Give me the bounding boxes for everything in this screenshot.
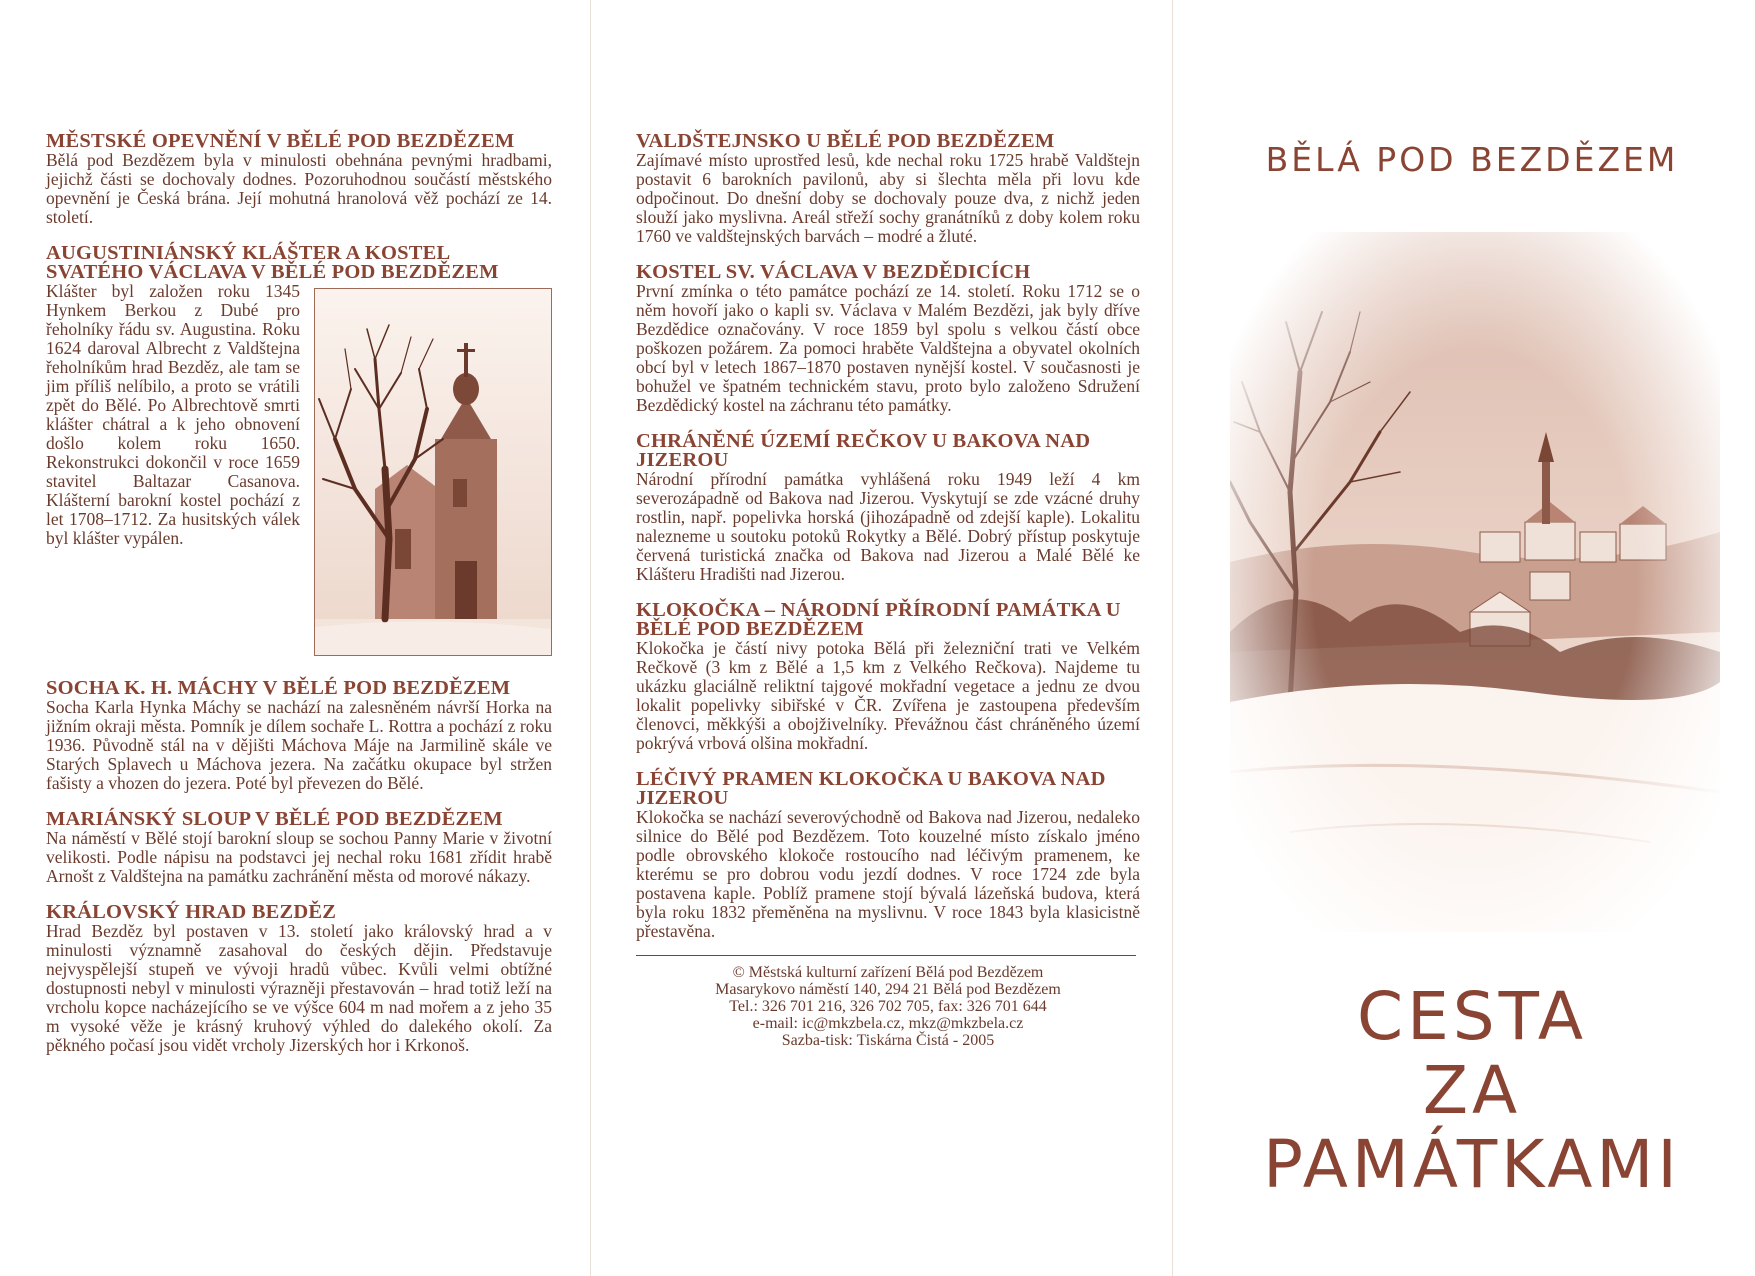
- section-text: Klášter byl založen roku 1345 Hynkem Berkou z Dubé pro řeholníky řádu sv. Augustina. Roku 1624 daroval Albrecht z Valdštejna řeholníkům hrad Bezděz, ale tam se jim příliš nelíbilo, a proto se vrátili zpět do Bělé. Po Albrechtově smrti klášter chátral a k jeho obnovení došlo kolem roku 1650. Rekonstrukci dokončil v roce 1659 stavitel Baltazar Casanova. Klášterní barokní kostel pochází z let 1708–1712. Za husitských válek byl klášter vypálen.: [46, 281, 300, 548]
- section-valdstejnsko: [636, 132, 1140, 246]
- section-heading: VALDŠTEJNSKO U BĚLÉ POD BEZDĚZEM: [636, 130, 1055, 152]
- title-line-1: CESTA: [1356, 978, 1588, 1055]
- imprint-phone: Tel.: 326 701 216, 326 702 705, fax: 326 701 644: [729, 998, 1047, 1015]
- section-klokocka-spring: [636, 770, 1140, 941]
- church-photo: [314, 288, 552, 656]
- section-heading: AUGUSTINIÁNSKÝ KLÁŠTER A KOSTEL SVATÉHO VÁCLAVA V BĚLÉ POD BEZDĚZEM: [46, 242, 499, 283]
- left-panel: [46, 132, 552, 1072]
- section-heading: CHRÁNĚNÉ ÚZEMÍ REČKOV U BAKOVA NAD JIZEROU: [636, 430, 1091, 471]
- section-heading: MARIÁNSKÝ SLOUP V BĚLÉ POD BEZDĚZEM: [46, 808, 503, 830]
- footer-divider: [636, 955, 1136, 956]
- title-line-3: PAMÁTKAMI: [1263, 1126, 1681, 1203]
- section-heading: KOSTEL SV. VÁCLAVA V BEZDĚDICÍCH: [636, 261, 1031, 283]
- section-text: Zajímavé místo uprostřed lesů, kde nechal roku 1725 hrabě Valdštejn postavit 6 barokních pavilonů, aby si šlechta měla při lovu kde odpočinout. Do dnešní doby se dochovaly pouze dva, z nichž jeden slouží jako myslivna. Areál střeží sochy granátníků z doby kolem roku 1760 ve valdštejnských barvách – modré a žluté.: [636, 150, 1140, 246]
- section-text: Hrad Bezděz byl postaven v 13. století jako královský hrad a v minulosti významně zasahoval do českých dějin. Představuje nejvyspělejší stupeň ve vývoji hradů vůbec. Kvůli velmi obtížné dostupnosti nebyl v minulosti výrazněji přestavován – hrad totiž leží na vrcholu kopce nacházejícího se ve výšce 604 m nad mořem a z jeho 35 m vysoké věže je krásný kruhový výhled do dalekého okolí. Za pěkného počasí jsou vidět vrcholy Jizerských hor i Krkonoš.: [46, 921, 552, 1055]
- section-heading: LÉČIVÝ PRAMEN KLOKOČKA U BAKOVA NAD JIZEROU: [636, 768, 1106, 809]
- town-name-text: BĚLÁ POD BEZDĚZEM: [1265, 140, 1679, 179]
- section-text: Na náměstí v Bělé stojí barokní sloup se sochou Panny Marie v životní velikosti. Podle nápisu na podstavci jej nechal roku 1681 zřídit hrabě Arnošt z Valdštejna na památku zachránění města od morové nákazy.: [46, 828, 552, 886]
- imprint-print: Sazba-tisk: Tiskárna Čistá - 2005: [781, 1032, 995, 1049]
- section-text: Klokočka se nachází severovýchodně od Bakova nad Jizerou, nedaleko silnice do Bělé pod Bezdězem. Toto kouzelné místo získalo jméno podle obrovského klokoče rostoucího nad léčivým pramenem, ke kterému se pro dobrou vodu jezdí dodnes. V roce 1724 zde byla postavena kaple. Poblíž pramene stojí bývalá lázeňská budova, která byla roku 1832 přeměněna na myslivnu. V roce 1843 byla klasicistně přestavěna.: [636, 807, 1140, 941]
- imprint-address: Masarykovo náměstí 140, 294 21 Bělá pod Bezdězem: [715, 981, 1061, 998]
- town-photo: [1230, 232, 1720, 932]
- section-marian-column: [46, 810, 552, 886]
- section-heading: KLOKOČKA – NÁRODNÍ PŘÍRODNÍ PAMÁTKA U BĚLÉ POD BEZDĚZEM: [636, 599, 1121, 640]
- section-bezdez-castle: [46, 903, 552, 1055]
- section-monastery: [46, 244, 552, 662]
- section-klokocka-reserve: [636, 601, 1140, 753]
- town-name: [1192, 140, 1752, 179]
- section-heading: KRÁLOVSKÝ HRAD BEZDĚZ: [46, 901, 337, 923]
- cover-title: [1192, 980, 1752, 1202]
- section-heading: MĚSTSKÉ OPEVNĚNÍ V BĚLÉ POD BEZDĚZEM: [46, 130, 515, 152]
- section-fortification: [46, 132, 552, 227]
- fold-line-2: [1172, 0, 1173, 1276]
- section-text: Klokočka je částí nivy potoka Bělá při železniční trati ve Velkém Rečkově (3 km z Bělé a 1,5 km z Velkého Rečkova). Najdeme tu ukázku glaciálně reliktní tajgové mokřadní vegetace a jednu ze dvou lokalit popelivky sibiřské v ČR. Zvířena je zastoupena především členovci, měkkýši a obojživelníky. Převážnou část chráněného území pokrývá vrbová olšina mokřadní.: [636, 638, 1140, 753]
- section-text: První zmínka o této památce pochází ze 14. století. Roku 1712 se o něm hovoří jako o kapli sv. Václava v Malém Bezdězi, jak byly dříve Bezdědice označovány. V roce 1859 byl spolu s velkou částí obce poškozen požárem. Za pomoci hraběte Valdštejna a obyvatel okolních obcí byl v letech 1867–1870 postaven nynější kostel. V současnosti je bohužel ve špatném technickém stavu, proto bylo založeno Sdružení Bezdědický kostel na záchranu této památky.: [636, 281, 1140, 415]
- section-text: Socha Karla Hynka Máchy se nachází na zalesněném návrší Horka na jižním okraji města. Pomník je dílem sochaře L. Rottra a pochází z roku 1936. Původně stál na v dějišti Máchova Máje na Jarmilině skále ve Starých Splavech u Máchova jezera. Na začátku okupace byl stržen fašisty a vhozen do jezera. Poté byl převezen do Bělé.: [46, 697, 552, 793]
- section-reckov: [636, 432, 1140, 584]
- church-illustration: [315, 289, 551, 655]
- title-line-2: ZA: [1422, 1052, 1522, 1129]
- section-text: Národní přírodní památka vyhlášená roku 1949 leží 4 km severozápadně od Bakova nad Jizerou. Vyskytují se zde vzácné druhy rostlin, např. popelivka horská (jihozápadně od zdejší kaple). Lokalitu nalezneme u soutoku potoků Rokytky a Bělé. Dobrý přístup poskytuje červená turistická značka od Bakova nad Jizerou a Malé Bělé ke Klášteru Hradišti nad Jizerou.: [636, 469, 1140, 584]
- fold-line-1: [590, 0, 591, 1276]
- section-heading: SOCHA K. H. MÁCHY V BĚLÉ POD BEZDĚZEM: [46, 677, 511, 699]
- imprint-email: e-mail: ic@mkzbela.cz, mkz@mkzbela.cz: [752, 1015, 1024, 1032]
- section-text: Bělá pod Bezdězem byla v minulosti obehnána pevnými hradbami, jejichž části se dochovaly dodnes. Pozoruhodnou součástí městského opevnění je Česká brána. Její mohutná hranolová věž pochází ze 14. století.: [46, 150, 552, 227]
- imprint-publisher: © Městská kulturní zařízení Bělá pod Bezdězem: [732, 964, 1044, 981]
- middle-panel: [636, 132, 1140, 1049]
- section-bezdedice-church: [636, 263, 1140, 415]
- imprint: [636, 964, 1140, 1049]
- cover-panel: [1192, 0, 1752, 1276]
- section-macha-statue: [46, 679, 552, 793]
- winter-town-illustration: [1230, 232, 1720, 932]
